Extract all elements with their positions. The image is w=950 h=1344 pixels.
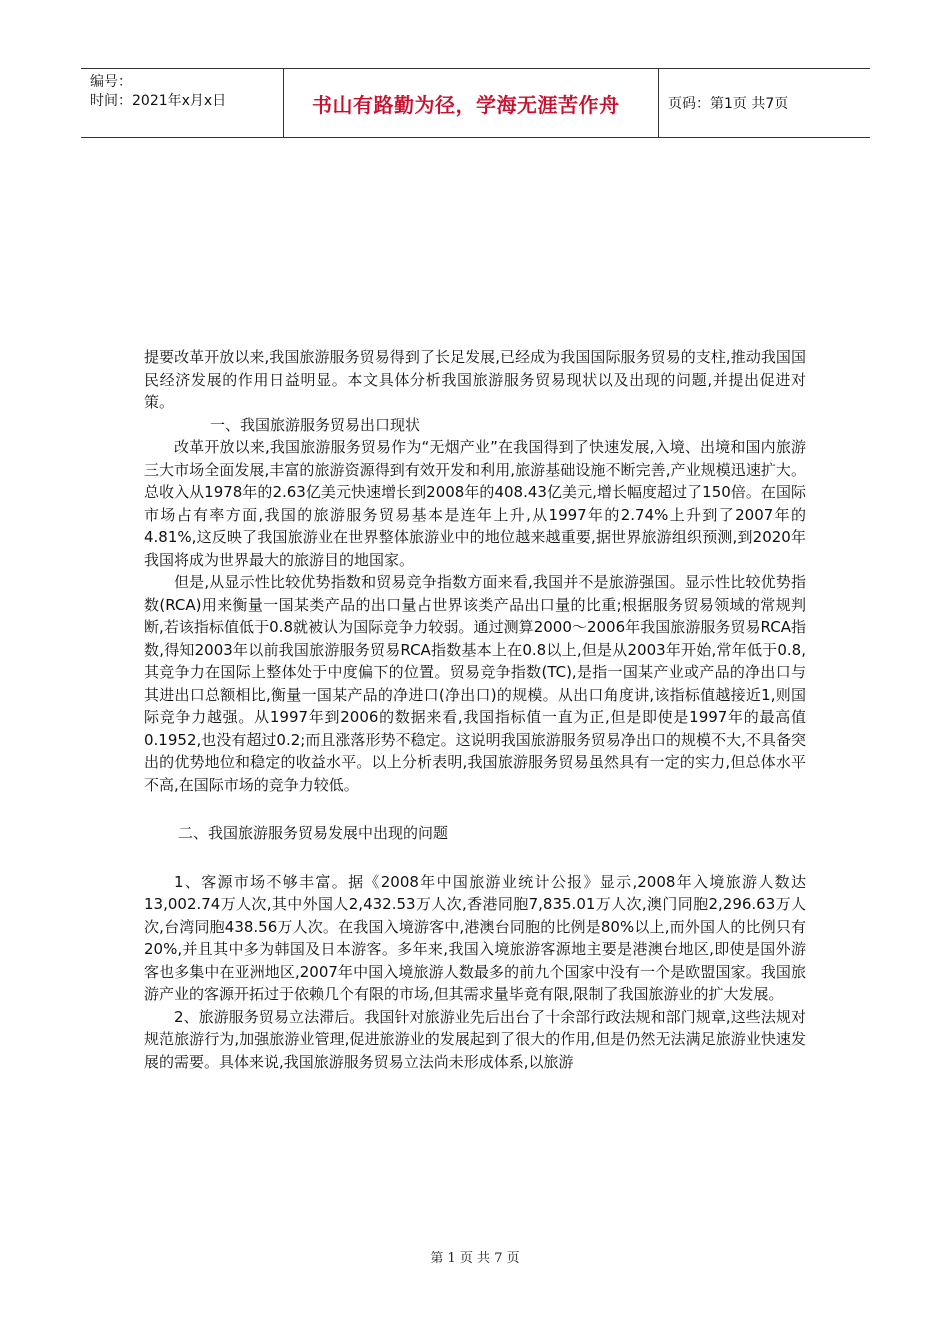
section-heading-2: 二、我国旅游服务贸易发展中出现的问题 — [178, 824, 449, 842]
paragraph-2: 但是,从显示性比较优势指数和贸易竞争指数方面来看,我国并不是旅游强国。显示性比较优势指数(RCA)用来衡量一国某类产品的出口量占世界该类产品出口量的比重;根据服务贸易领域的常规判断,若该指标值低于0.8就被认为国际竞争力较弱。通过测算2000～2006年我国旅游服务贸易RCA指数,得知2003年以前我国旅游服务贸易RCA指数基本上在0.8以上,但是从2003年开始,常年低于0.8,其竞争力在国际上整体处于中度偏下的位置。贸易竞争指数(TC),是指一国某产业或产品的净出口与其进出口总额相比,衡量一国某产品的净进口(净出口)的规模。从出口角度讲,该指标值越接近1,则国际竞争力越强。从1997年到2006的数据来看,我国指标值一直为正,但是即使是1997年的最高值0.1952,也没有超过0.2;而且涨落形势不稳定。这说明我国旅游服务贸易净出口的规模不大,不具备突出的优势地位和稳定的收益水平。以上分析表明,我国旅游服务贸易虽然具有一定的实力,但总体水平不高,在国际市场的竞争力较低。 — [144, 573, 806, 794]
page-info: 页码：第1页 共7页 — [668, 96, 789, 112]
section-heading-1: 一、我国旅游服务贸易出口现状 — [210, 415, 421, 434]
paragraph-1: 改革开放以来,我国旅游服务贸易作为“无烟产业”在我国得到了快速发展,入境、出境和国内旅游三大市场全面发展,丰富的旅游资源得到有效开发和利用,旅游基础设施不断完善,产业规模迅速扩大。总收入从1978年的2.63亿美元快速增长到2008年的408.43亿美元,增长幅度超过了150倍。在国际市场占有率方面,我国的旅游服务贸易基本是连年上升,从1997年的2.74%上升到了2007年的4.81%,这反映了我国旅游业在世界整体旅游业中的地位越来越重要,据世界旅游组织预测,到2020年我国将成为世界最大的旅游目的地国家。 — [144, 438, 806, 569]
document-body — [144, 346, 806, 1073]
time-label: 时间：2021年x月x日 — [90, 93, 227, 109]
page-footer: 第 1 页 共 7 页 — [430, 1251, 520, 1266]
paragraph-3: 1、客源市场不够丰富。据《2008年中国旅游业统计公报》显示,2008年入境旅游人数达13,002.74万人次,其中外国人2,432.53万人次,香港同胞7,835.01万人次,澳门同胞2,296.63万人次,台湾同胞438.56万人次。在我国入境游客中,港澳台同胞的比例是80%以上,而外国人的比例只有20%,并且其中多为韩国及日本游客。多年来,我国入境旅游客源地主要是港澳台地区,即使是国外游客也多集中在亚洲地区,2007年中国入境旅游人数最多的前九个国家中没有一个是欧盟国家。我国旅游产业的客源开拓过于依赖几个有限的市场,但其需求量毕竟有限,限制了我国旅游业的扩大发展。 — [144, 872, 806, 1003]
header-motto-cell — [284, 69, 659, 137]
header-meta-cell — [81, 69, 284, 137]
motto-text: 书山有路勤为径，学海无涯苦作舟 — [312, 92, 620, 117]
header-page-cell — [659, 69, 870, 137]
document-header — [81, 68, 870, 138]
paragraph-4: 2、旅游服务贸易立法滞后。我国针对旅游业先后出台了十余部行政法规和部门规章,这些法规对规范旅游行为,加强旅游业管理,促进旅游业的发展起到了很大的作用,但是仍然无法满足旅游业快速发展的需要。具体来说,我国旅游服务贸易立法尚未形成体系,以旅游 — [144, 1007, 806, 1071]
abstract-paragraph: 提要改革开放以来,我国旅游服务贸易得到了长足发展,已经成为我国国际服务贸易的支柱,推动我国国民经济发展的作用日益明显。本文具体分析我国旅游服务贸易现状以及出现的问题,并提出促进对策。 — [144, 348, 806, 411]
number-label: 编号： — [90, 74, 132, 90]
